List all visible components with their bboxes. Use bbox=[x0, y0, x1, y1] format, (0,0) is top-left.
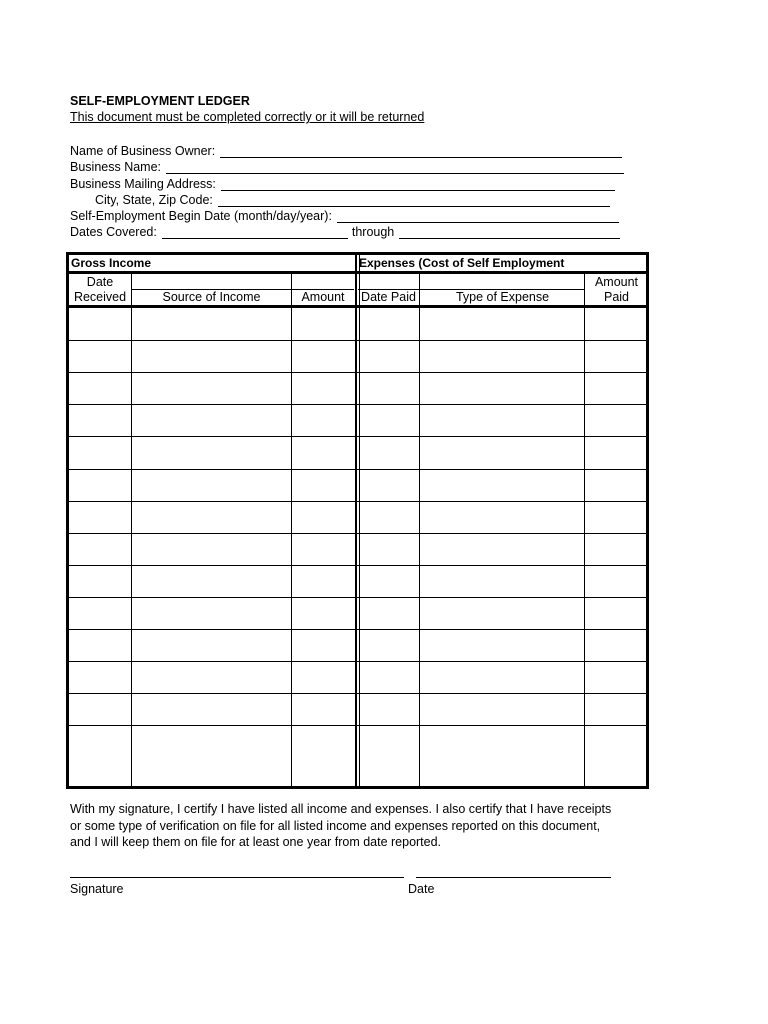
certification-line-2: or some type of verification on file for all listed income and expenses reported on this document, bbox=[70, 818, 601, 833]
date-label: Date bbox=[408, 882, 435, 896]
expense-amount-header bbox=[586, 275, 647, 305]
dates-covered-to-line[interactable] bbox=[399, 227, 620, 239]
ledger-row-rule bbox=[69, 436, 646, 437]
date-line[interactable] bbox=[416, 869, 611, 878]
ledger-row-rule bbox=[69, 661, 646, 662]
owner-name-label: Name of Business Owner: bbox=[70, 144, 216, 159]
date-received-header bbox=[69, 275, 131, 305]
through-label: through bbox=[351, 225, 395, 240]
col-divider-income-2 bbox=[291, 274, 292, 786]
gross-income-title: Gross Income bbox=[71, 256, 152, 270]
expense-subheader-rule bbox=[358, 289, 585, 290]
business-name-field[interactable] bbox=[70, 158, 630, 174]
business-name-label: Business Name: bbox=[70, 160, 162, 175]
ledger-row-rule bbox=[69, 372, 646, 373]
date-paid-header: Date Paid bbox=[361, 290, 416, 304]
certification-line-3: and I will keep them on file for at least one year from date reported. bbox=[70, 835, 442, 849]
col-divider-expense-2 bbox=[584, 274, 585, 786]
owner-name-field[interactable] bbox=[70, 142, 630, 158]
dates-covered-field[interactable] bbox=[70, 223, 630, 239]
income-expense-divider bbox=[355, 255, 360, 786]
ledger-row-rule bbox=[69, 501, 646, 502]
begin-date-field[interactable] bbox=[70, 207, 630, 223]
certification-line-1: With my signature, I certify I have listed all income and expenses. I also certify that I have receipts bbox=[70, 802, 612, 816]
ledger-row-rule bbox=[69, 404, 646, 405]
dates-covered-from-line[interactable] bbox=[162, 227, 348, 239]
dates-covered-label: Dates Covered: bbox=[70, 225, 157, 240]
col-divider-expense-1 bbox=[419, 274, 420, 786]
ledger-row-rule bbox=[69, 565, 646, 566]
mailing-address-line[interactable] bbox=[221, 179, 615, 191]
date-received-line2: Received bbox=[73, 290, 127, 304]
ledger-row-rule bbox=[69, 533, 646, 534]
mailing-address-field[interactable] bbox=[70, 174, 630, 190]
income-subheader-rule bbox=[132, 289, 354, 290]
page-title: SELF-EMPLOYMENT LEDGER bbox=[70, 94, 250, 108]
ledger-row-rule bbox=[69, 469, 646, 470]
form-instruction: This document must be completed correctly or it will be returned bbox=[70, 110, 425, 124]
city-state-zip-label: City, State, Zip Code: bbox=[95, 192, 213, 207]
ledger-table bbox=[66, 252, 649, 789]
col-divider-income-1 bbox=[131, 274, 132, 786]
ledger-row-rule bbox=[69, 693, 646, 694]
ledger-row-rule bbox=[69, 340, 646, 341]
date-received-line1: Date bbox=[86, 275, 114, 289]
signature-line[interactable] bbox=[70, 869, 404, 878]
begin-date-line[interactable] bbox=[337, 211, 619, 223]
expense-amount-line1: Amount bbox=[594, 275, 639, 289]
expense-amount-line2: Paid bbox=[603, 290, 630, 304]
signature-label: Signature bbox=[70, 882, 124, 896]
owner-name-line[interactable] bbox=[220, 146, 622, 158]
certification-text bbox=[70, 801, 630, 851]
city-state-zip-field[interactable] bbox=[70, 191, 630, 207]
ledger-row-rule bbox=[69, 629, 646, 630]
city-state-zip-line[interactable] bbox=[218, 195, 610, 207]
business-name-line[interactable] bbox=[166, 162, 624, 174]
ledger-row-rule bbox=[69, 597, 646, 598]
mailing-address-label: Business Mailing Address: bbox=[70, 176, 216, 191]
expenses-title: Expenses (Cost of Self Employment bbox=[359, 256, 565, 270]
begin-date-label: Self-Employment Begin Date (month/day/year): bbox=[70, 208, 332, 223]
ledger-row-rule bbox=[69, 725, 646, 726]
type-of-expense-header: Type of Expense bbox=[455, 290, 550, 304]
income-amount-header: Amount bbox=[301, 290, 345, 304]
source-of-income-header: Source of Income bbox=[162, 290, 261, 304]
owner-info-fields bbox=[70, 142, 630, 239]
